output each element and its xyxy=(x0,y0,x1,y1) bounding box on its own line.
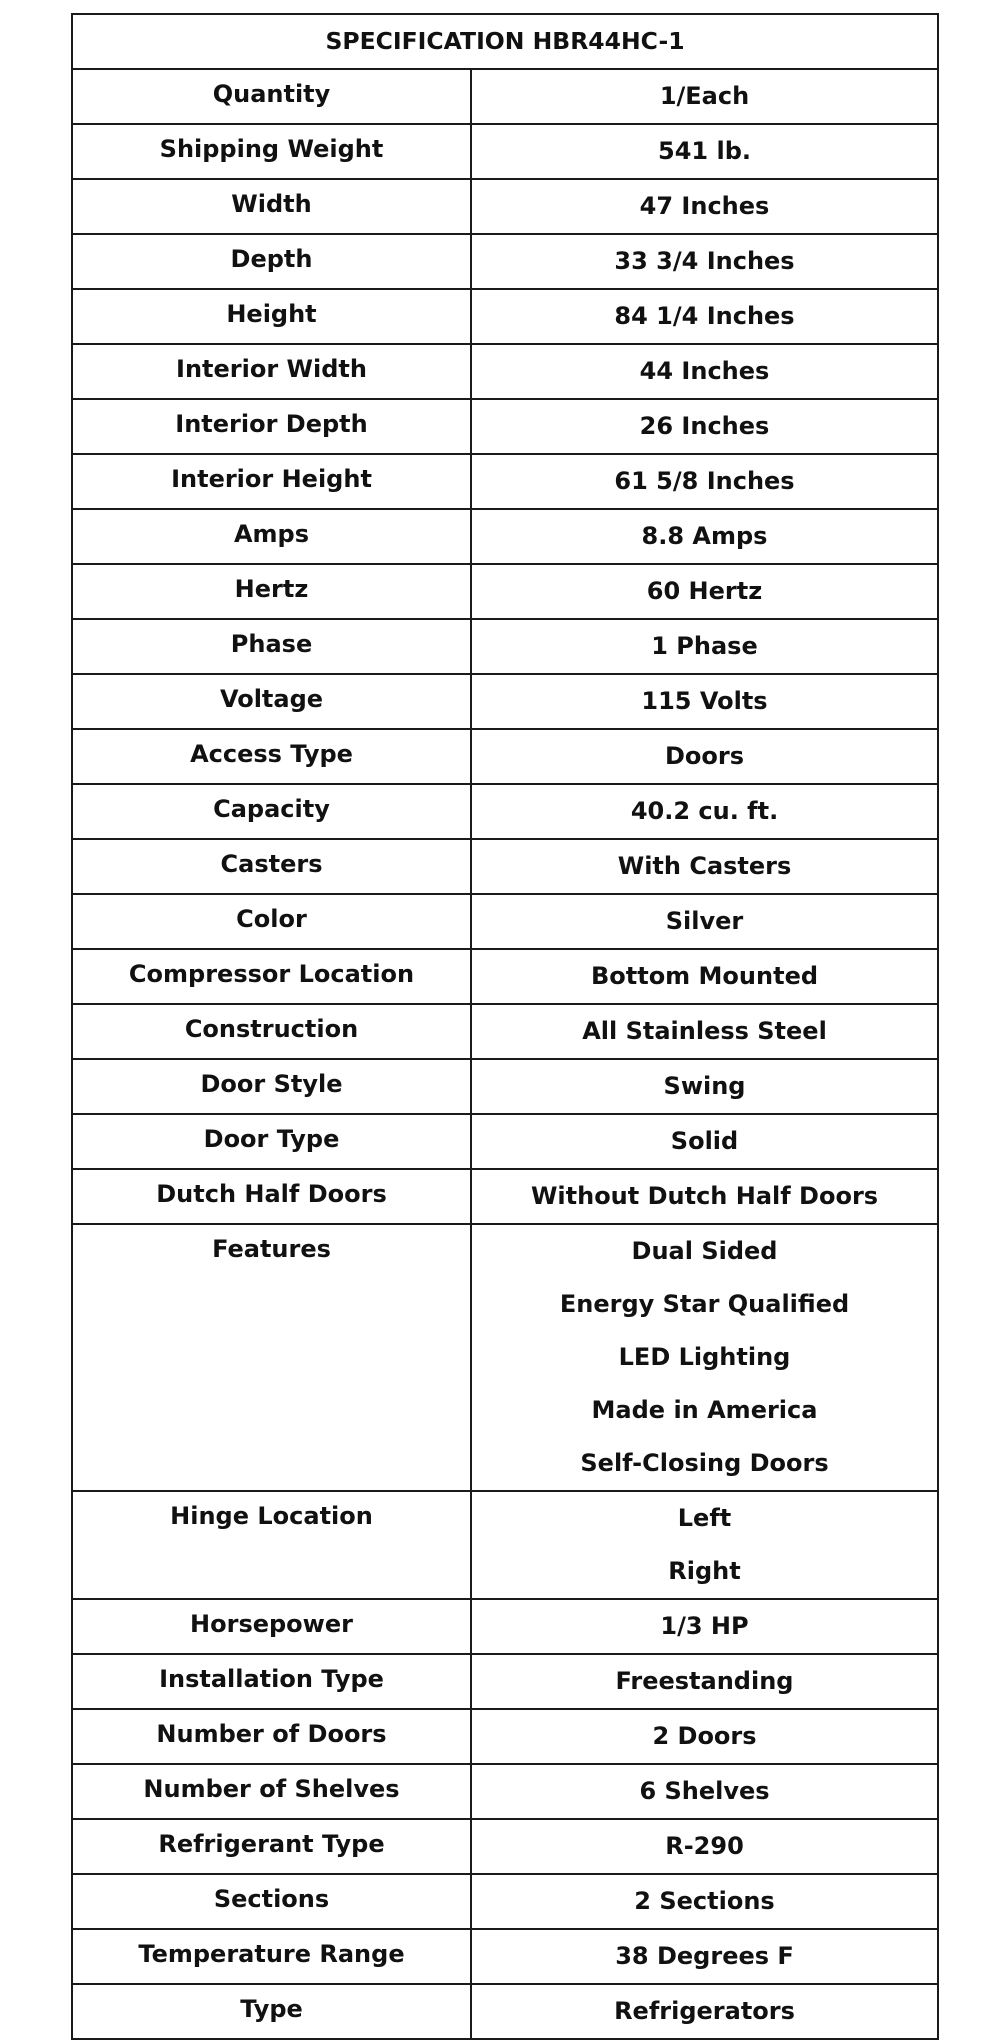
spec-label: Capacity xyxy=(72,784,471,839)
spec-label: Horsepower xyxy=(72,1599,471,1654)
spec-value: 40.2 cu. ft. xyxy=(471,784,938,839)
spec-value: 1/3 HP xyxy=(471,1599,938,1654)
spec-value: Refrigerators xyxy=(471,1984,938,2039)
specification-table-body xyxy=(72,14,938,2039)
spec-value: 26 Inches xyxy=(471,399,938,454)
spec-row xyxy=(72,1709,938,1764)
spec-row xyxy=(72,454,938,509)
spec-label: Depth xyxy=(72,234,471,289)
spec-label: Door Type xyxy=(72,1114,471,1169)
title-row xyxy=(72,14,938,69)
spec-row xyxy=(72,1984,938,2039)
spec-value: With Casters xyxy=(471,839,938,894)
spec-label: Sections xyxy=(72,1874,471,1929)
spec-value: Solid xyxy=(471,1114,938,1169)
specification-title: SPECIFICATION HBR44HC-1 xyxy=(72,14,938,69)
spec-row xyxy=(72,1819,938,1874)
spec-label: Hinge Location xyxy=(72,1491,471,1599)
spec-label: Quantity xyxy=(72,69,471,124)
spec-row xyxy=(72,564,938,619)
spec-label: Width xyxy=(72,179,471,234)
spec-row xyxy=(72,1929,938,1984)
spec-label: Installation Type xyxy=(72,1654,471,1709)
spec-value: 6 Shelves xyxy=(471,1764,938,1819)
spec-label: Height xyxy=(72,289,471,344)
spec-row xyxy=(72,674,938,729)
spec-value-line: Right xyxy=(668,1557,741,1585)
spec-row xyxy=(72,124,938,179)
spec-value: 47 Inches xyxy=(471,179,938,234)
spec-value: 38 Degrees F xyxy=(471,1929,938,1984)
spec-row xyxy=(72,1764,938,1819)
spec-label: Type xyxy=(72,1984,471,2039)
spec-value: 1 Phase xyxy=(471,619,938,674)
spec-value: All Stainless Steel xyxy=(471,1004,938,1059)
spec-value: 115 Volts xyxy=(471,674,938,729)
spec-row xyxy=(72,839,938,894)
spec-value: 33 3/4 Inches xyxy=(471,234,938,289)
spec-label: Access Type xyxy=(72,729,471,784)
spec-label: Color xyxy=(72,894,471,949)
spec-value: 2 Sections xyxy=(471,1874,938,1929)
spec-value xyxy=(471,1224,938,1491)
spec-label: Voltage xyxy=(72,674,471,729)
spec-row xyxy=(72,894,938,949)
spec-value: 61 5/8 Inches xyxy=(471,454,938,509)
spec-row xyxy=(72,509,938,564)
spec-value-line: Made in America xyxy=(591,1396,818,1424)
spec-label: Phase xyxy=(72,619,471,674)
spec-row xyxy=(72,344,938,399)
spec-value: 1/Each xyxy=(471,69,938,124)
spec-label: Compressor Location xyxy=(72,949,471,1004)
spec-label: Number of Doors xyxy=(72,1709,471,1764)
spec-label: Dutch Half Doors xyxy=(72,1169,471,1224)
spec-row xyxy=(72,234,938,289)
spec-value: Silver xyxy=(471,894,938,949)
spec-row xyxy=(72,949,938,1004)
spec-value-line: Left xyxy=(677,1504,732,1532)
spec-row xyxy=(72,784,938,839)
specification-table xyxy=(71,13,939,2040)
spec-row xyxy=(72,399,938,454)
spec-row xyxy=(72,1654,938,1709)
spec-value: Doors xyxy=(471,729,938,784)
spec-row xyxy=(72,1004,938,1059)
spec-label: Features xyxy=(72,1224,471,1491)
spec-row xyxy=(72,1491,938,1599)
spec-label: Interior Depth xyxy=(72,399,471,454)
spec-label: Construction xyxy=(72,1004,471,1059)
spec-row xyxy=(72,1169,938,1224)
spec-value xyxy=(471,1491,938,1599)
spec-row xyxy=(72,69,938,124)
spec-row xyxy=(72,289,938,344)
spec-value: 84 1/4 Inches xyxy=(471,289,938,344)
spec-row xyxy=(72,1599,938,1654)
spec-label: Amps xyxy=(72,509,471,564)
spec-value: 8.8 Amps xyxy=(471,509,938,564)
spec-value: Without Dutch Half Doors xyxy=(471,1169,938,1224)
spec-label: Shipping Weight xyxy=(72,124,471,179)
spec-label: Interior Height xyxy=(72,454,471,509)
spec-value-line: LED Lighting xyxy=(618,1343,791,1371)
spec-label: Hertz xyxy=(72,564,471,619)
spec-value: 541 lb. xyxy=(471,124,938,179)
spec-label: Interior Width xyxy=(72,344,471,399)
spec-row xyxy=(72,729,938,784)
spec-label: Door Style xyxy=(72,1059,471,1114)
spec-row xyxy=(72,1224,938,1491)
spec-row xyxy=(72,1874,938,1929)
spec-row xyxy=(72,179,938,234)
spec-value-line: Dual Sided xyxy=(631,1237,778,1265)
spec-value: 44 Inches xyxy=(471,344,938,399)
spec-value: R-290 xyxy=(471,1819,938,1874)
spec-value: Freestanding xyxy=(471,1654,938,1709)
spec-label: Temperature Range xyxy=(72,1929,471,1984)
spec-row xyxy=(72,619,938,674)
spec-value-line: Energy Star Qualified xyxy=(559,1290,850,1318)
spec-value: Bottom Mounted xyxy=(471,949,938,1004)
spec-label: Casters xyxy=(72,839,471,894)
spec-row xyxy=(72,1114,938,1169)
spec-value: 2 Doors xyxy=(471,1709,938,1764)
spec-label: Number of Shelves xyxy=(72,1764,471,1819)
spec-value-line: Self-Closing Doors xyxy=(580,1449,829,1477)
spec-value: 60 Hertz xyxy=(471,564,938,619)
spec-label: Refrigerant Type xyxy=(72,1819,471,1874)
spec-row xyxy=(72,1059,938,1114)
spec-value: Swing xyxy=(471,1059,938,1114)
